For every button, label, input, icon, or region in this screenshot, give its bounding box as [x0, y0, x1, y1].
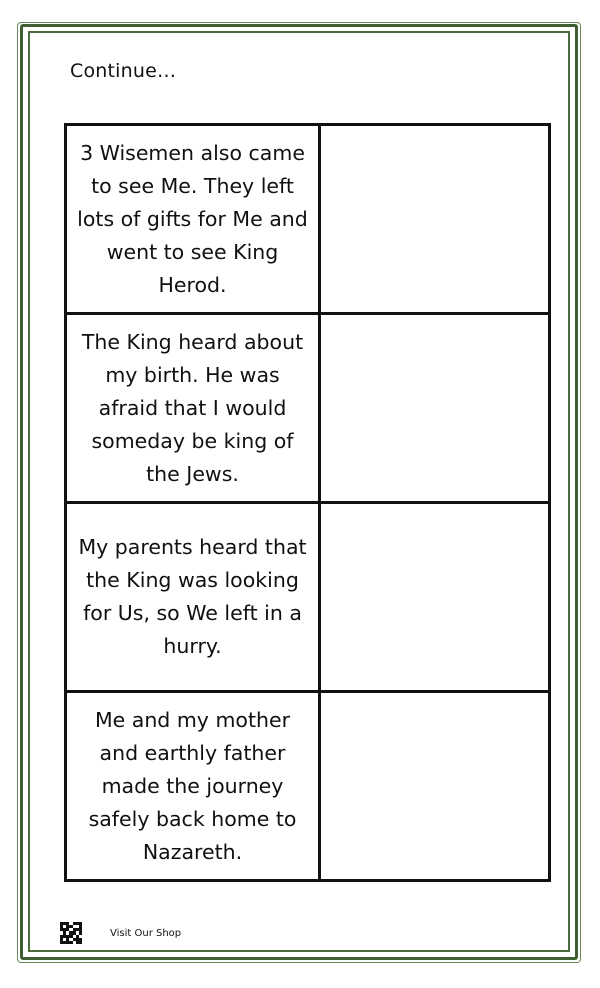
drawing-answer-cell[interactable]	[320, 503, 550, 692]
story-text-cell: 3 Wisemen also came to see Me. They left lots of gifts for Me and went to see King Herod.	[66, 125, 320, 314]
table-row	[66, 503, 550, 692]
table-row	[66, 125, 550, 314]
qr-code-icon[interactable]	[60, 922, 82, 944]
table-row	[66, 692, 550, 881]
table-row	[66, 314, 550, 503]
story-sequence-table	[64, 123, 551, 882]
continue-heading: Continue…	[70, 60, 177, 82]
drawing-answer-cell[interactable]	[320, 692, 550, 881]
story-text-cell: The King heard about my birth. He was afraid that I would someday be king of the Jews.	[66, 314, 320, 503]
story-text-cell: My parents heard that the King was looking for Us, so We left in a hurry.	[66, 503, 320, 692]
footer	[60, 922, 181, 944]
drawing-answer-cell[interactable]	[320, 314, 550, 503]
story-text-cell: Me and my mother and earthly father made the journey safely back home to Nazareth.	[66, 692, 320, 881]
drawing-answer-cell[interactable]	[320, 125, 550, 314]
visit-shop-link[interactable]: Visit Our Shop	[110, 927, 182, 939]
